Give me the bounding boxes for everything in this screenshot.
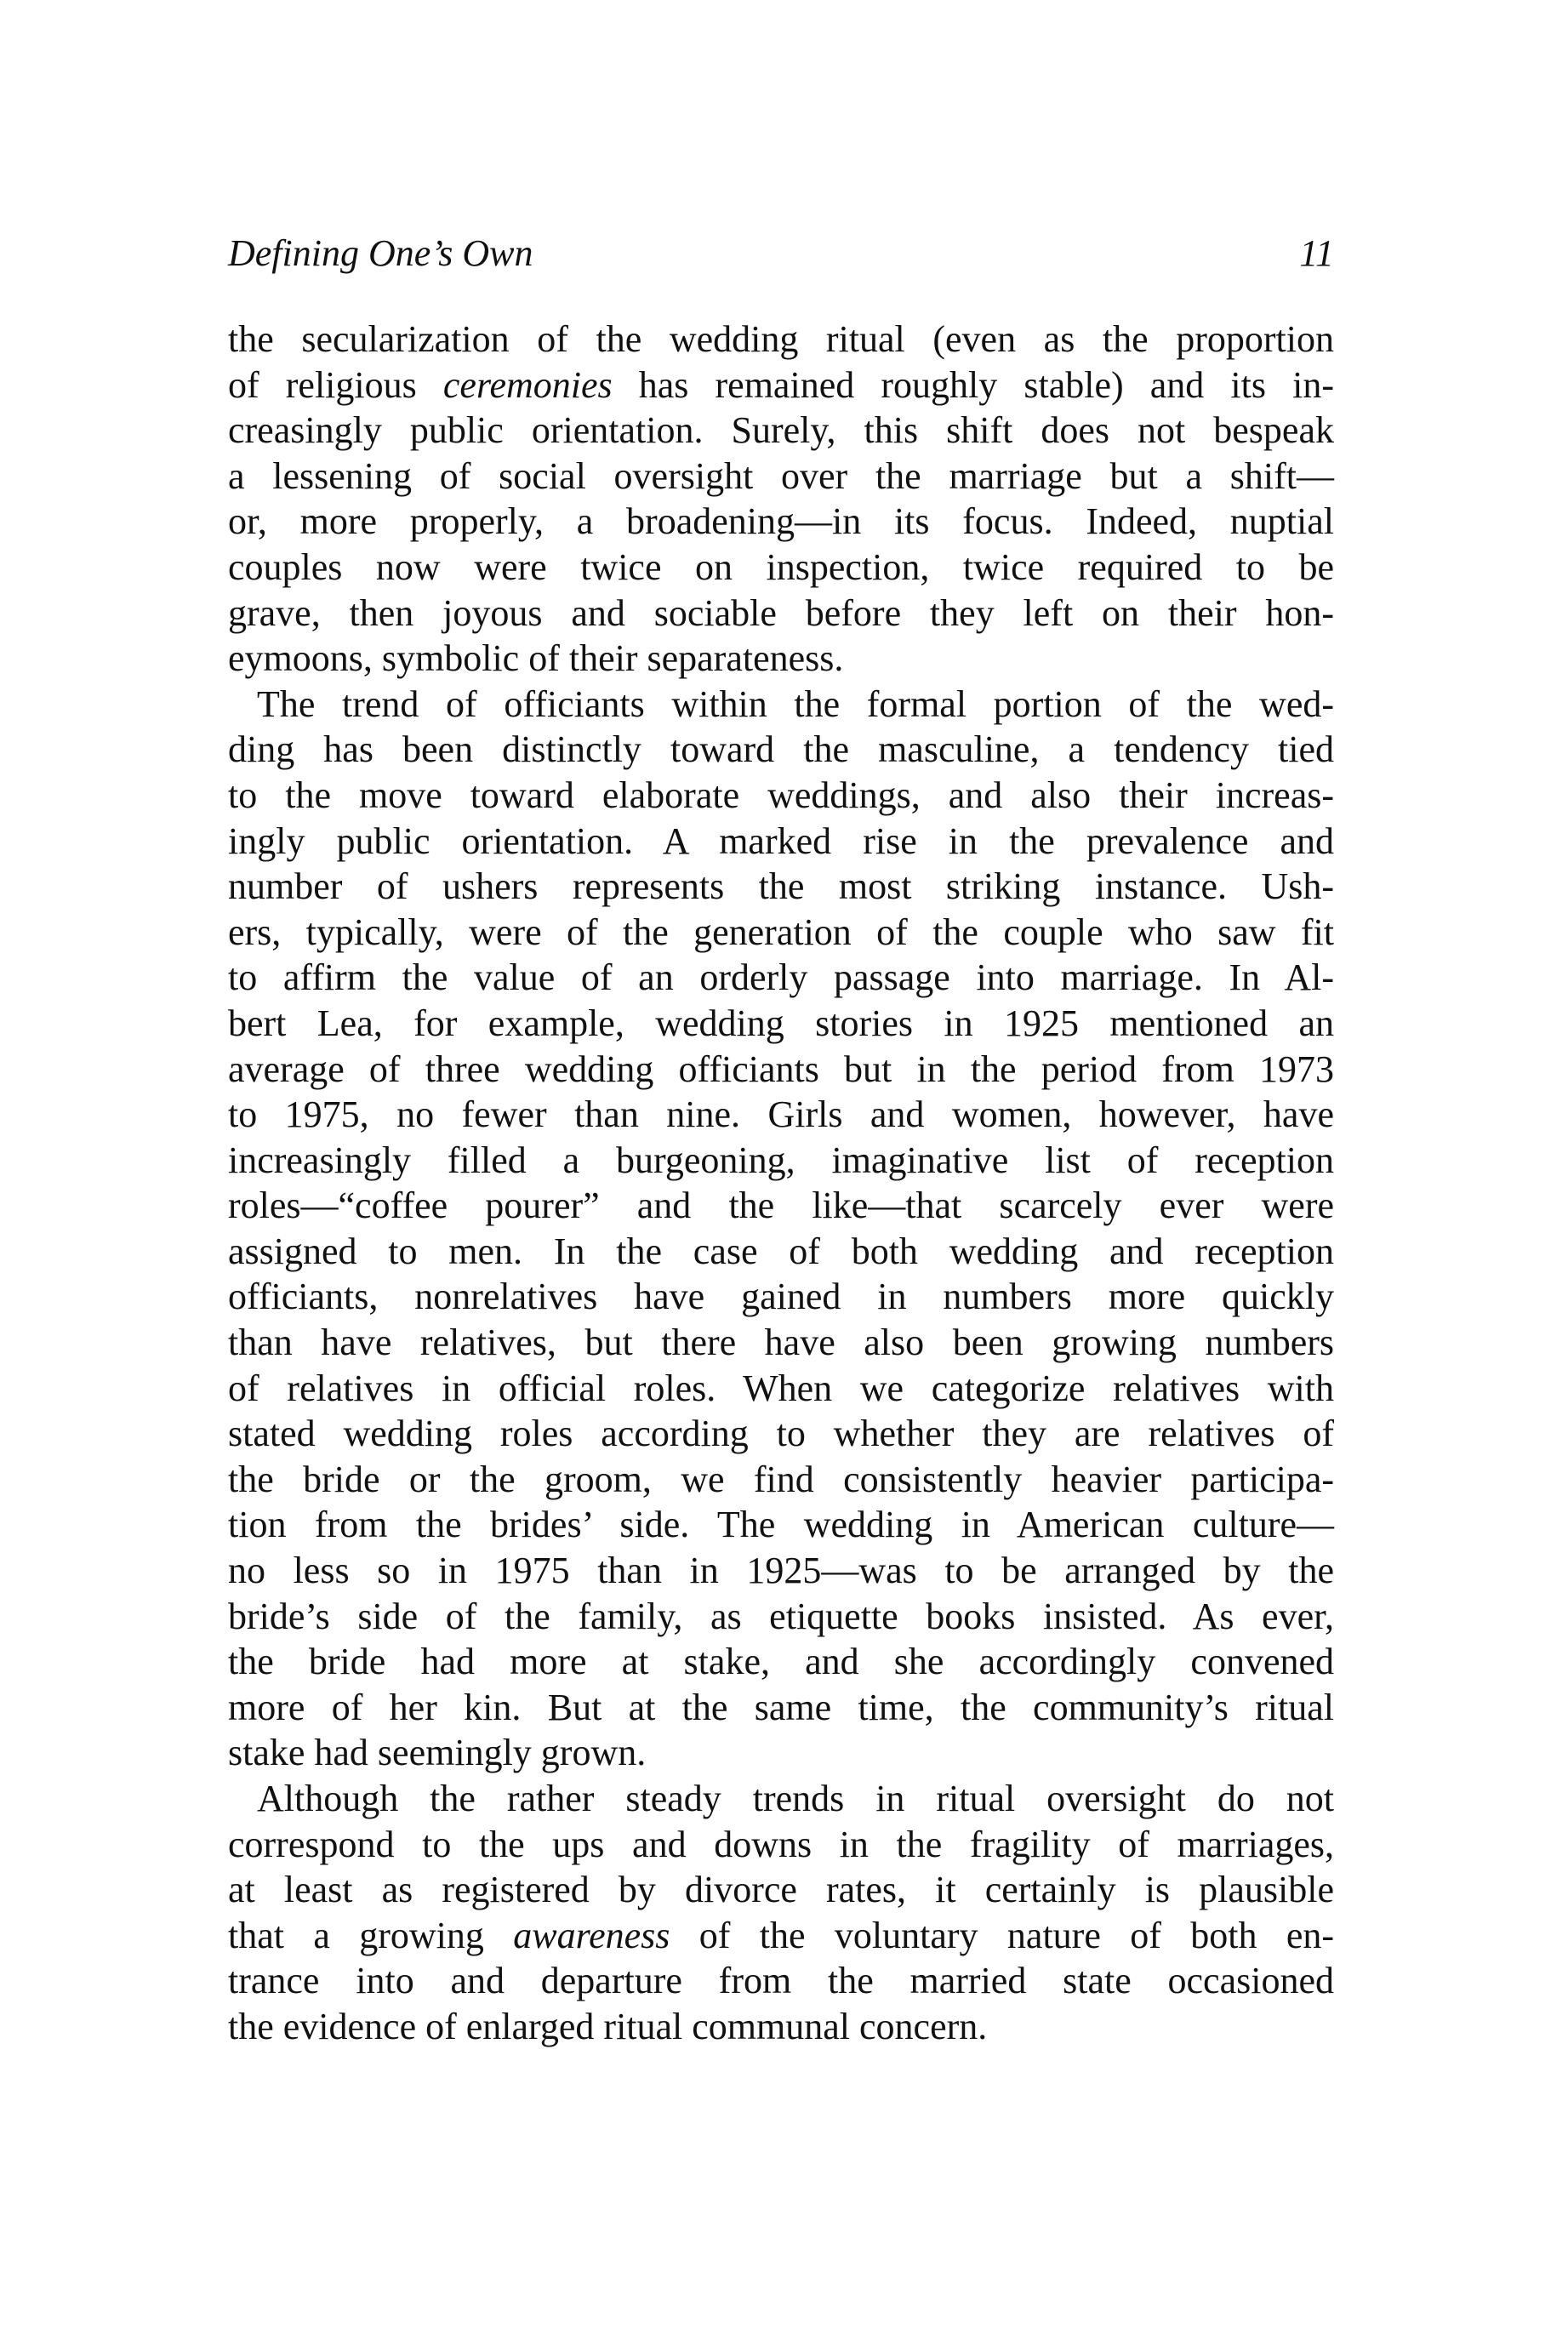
text-segment: of the voluntary nature of both en- <box>670 1914 1335 1956</box>
page-number: 11 <box>1299 232 1334 274</box>
text-line <box>228 1822 1334 1868</box>
text-segment: average of three wedding officiants but in the period from 1973 <box>228 1048 1334 1090</box>
text-line <box>228 1229 1334 1275</box>
text-line <box>228 682 1334 728</box>
text-line <box>228 545 1334 591</box>
text-line <box>228 363 1334 408</box>
text-segment: Although the rather steady trends in ritual oversight do not <box>257 1778 1334 1819</box>
text-segment: of relatives in official roles. When we categorize relatives with <box>228 1367 1334 1409</box>
text-segment: assigned to men. In the case of both wedding and reception <box>228 1230 1334 1272</box>
text-line <box>228 1548 1334 1594</box>
text-line <box>228 408 1334 454</box>
text-line <box>228 955 1334 1001</box>
text-line <box>228 1958 1334 2004</box>
text-segment: grave, then joyous and sociable before they left on their hon- <box>228 591 1334 634</box>
text-segment: the bride or the groom, we find consistently heavier participa- <box>228 1458 1334 1500</box>
text-segment: correspond to the ups and downs in the fragility of marriages, <box>228 1823 1334 1865</box>
text-segment: no less so in 1975 than in 1925—was to be arranged by the <box>228 1550 1334 1592</box>
text-line <box>228 1776 1334 1822</box>
text-segment: ding has been distinctly toward the masculine, a tendency tied <box>228 728 1334 771</box>
text-segment: to 1975, no fewer than nine. Girls and women, however, have <box>228 1093 1334 1136</box>
text-line <box>228 1320 1334 1366</box>
text-line <box>228 1001 1334 1047</box>
text-segment: has remained roughly stable) and its in- <box>612 363 1334 406</box>
text-segment: The trend of officiants within the formal portion of the wed- <box>257 682 1334 725</box>
text-segment: creasingly public orientation. Surely, this shift does not bespeak <box>228 409 1334 452</box>
body-text <box>228 317 1334 2050</box>
text-segment: tion from the brides’ side. The wedding in American culture— <box>228 1504 1334 1546</box>
text-segment: increasingly filled a burgeoning, imaginative list of reception <box>228 1139 1334 1181</box>
text-line <box>228 819 1334 865</box>
text-line <box>228 1913 1334 1959</box>
text-segment: more of her kin. But at the same time, the community’s ritual <box>228 1686 1334 1728</box>
text-segment: officiants, nonrelatives have gained in numbers more quickly <box>228 1276 1334 1318</box>
text-line <box>228 1685 1334 1731</box>
text-segment: the evidence of enlarged ritual communal concern. <box>228 2005 988 2047</box>
text-line <box>228 1274 1334 1320</box>
text-line <box>228 2004 1334 2050</box>
text-line <box>228 864 1334 910</box>
text-line <box>228 1457 1334 1503</box>
text-line <box>228 1594 1334 1640</box>
text-line <box>228 1639 1334 1685</box>
text-segment: to affirm the value of an orderly passage into marriage. In Al- <box>228 956 1334 999</box>
text-segment: roles—“coffee pourer” and the like—that scarcely ever were <box>228 1185 1334 1227</box>
text-segment: couples now were twice on inspection, twice required to be <box>228 545 1334 588</box>
text-segment: to the move toward elaborate weddings, and also their increas- <box>228 774 1334 816</box>
text-line <box>228 1047 1334 1093</box>
text-segment: ers, typically, were of the generation of the couple who saw fit <box>228 911 1334 953</box>
text-segment: trance into and departure from the married state occasioned <box>228 1960 1334 2002</box>
text-line <box>228 1092 1334 1138</box>
text-line <box>228 1138 1334 1184</box>
text-segment: than have relatives, but there have also been growing numbers <box>228 1322 1334 1364</box>
text-line <box>228 499 1334 545</box>
text-line <box>228 1366 1334 1412</box>
text-segment: that a growing <box>228 1914 514 1956</box>
text-segment: stake had seemingly grown. <box>228 1732 647 1774</box>
text-segment: bride’s side of the family, as etiquette books insisted. As ever, <box>228 1595 1334 1637</box>
text-segment: bert Lea, for example, wedding stories in 1925 mentioned an <box>228 1002 1334 1044</box>
text-line <box>228 1411 1334 1457</box>
text-segment: the secularization of the wedding ritual (even as the proportion <box>228 318 1334 360</box>
text-line <box>228 591 1334 637</box>
text-line <box>228 1730 1334 1776</box>
text-segment: eymoons, symbolic of their separateness. <box>228 637 844 680</box>
text-line <box>228 1183 1334 1229</box>
italic-text: ceremonies <box>442 363 613 406</box>
text-line <box>228 636 1334 682</box>
text-segment: or, more properly, a broadening—in its focus. Indeed, nuptial <box>228 500 1334 543</box>
text-segment: number of ushers represents the most striking instance. Ush- <box>228 865 1334 908</box>
text-segment: ingly public orientation. A marked rise in the prevalence and <box>228 819 1334 862</box>
running-head <box>228 231 1334 283</box>
text-segment: of religious <box>228 363 443 406</box>
running-title: Defining One’s Own <box>228 232 533 274</box>
text-line <box>228 1502 1334 1548</box>
text-segment: the bride had more at stake, and she accordingly convened <box>228 1641 1334 1683</box>
text-segment: stated wedding roles according to whether they are relatives of <box>228 1413 1334 1455</box>
text-line <box>228 910 1334 956</box>
italic-text: awareness <box>513 1914 670 1956</box>
text-segment: at least as registered by divorce rates, it certainly is plausible <box>228 1869 1334 1911</box>
text-line <box>228 773 1334 819</box>
text-segment: a lessening of social oversight over the marriage but a shift— <box>228 454 1334 497</box>
text-line <box>228 317 1334 363</box>
text-line <box>228 727 1334 773</box>
text-line <box>228 1867 1334 1913</box>
text-line <box>228 454 1334 500</box>
